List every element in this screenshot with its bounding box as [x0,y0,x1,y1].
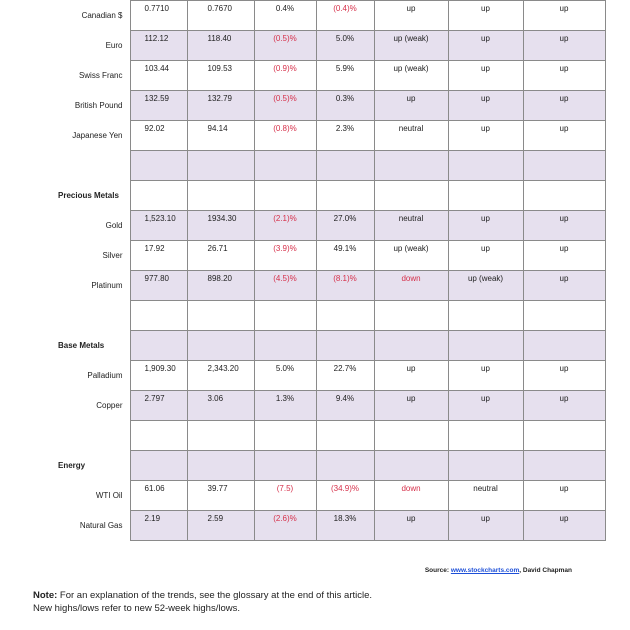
cell-value: 2.3% [335,124,355,133]
cell-value: up [481,394,490,403]
cell-value: up [481,34,490,43]
cell-value: (7.5) [276,484,294,493]
table-cell [448,91,523,121]
table-row [0,391,605,421]
row-label: WTI Oil [95,491,123,500]
source-prefix: Source: [424,567,451,574]
table-cell [254,211,316,241]
table-cell [187,361,254,391]
table-cell [523,1,605,31]
cell-value: 109.53 [207,64,232,73]
source-suffix: , David Chapman [519,567,572,574]
table-cell [374,331,448,361]
table-cell [448,31,523,61]
table-cell [523,121,605,151]
table-cell [374,391,448,421]
table-row [0,151,605,181]
cell-value: up [481,124,490,133]
row-label: British Pound [74,101,123,110]
table-cell [187,181,254,211]
cell-value: up [481,244,490,253]
row-label: Euro [105,41,123,50]
table-cell [448,181,523,211]
row-label [0,151,130,181]
table-cell [254,391,316,421]
cell-value: down [401,274,421,283]
table-cell [254,511,316,541]
row-label: Platinum [91,281,123,290]
cell-value: up [559,514,569,523]
table-cell [187,481,254,511]
table-cell [254,31,316,61]
table-cell [374,181,448,211]
table-cell [374,151,448,181]
table-cell [523,451,605,481]
cell-value: up [481,4,490,13]
table-cell [130,31,187,61]
table-cell [374,61,448,91]
section-header: Base Metals [58,341,105,350]
cell-value: (0.5)% [273,34,297,43]
table-cell [316,421,374,451]
cell-value: (3.9)% [273,244,297,253]
table-cell [130,331,187,361]
cell-value: 27.0% [333,214,357,223]
cell-value: (0.9)% [273,64,297,73]
table-row [0,181,605,211]
cell-value: 2.797 [144,394,165,403]
table-cell [130,301,187,331]
cell-value: 39.77 [207,484,228,493]
table-cell [374,241,448,271]
cell-value: up [559,274,569,283]
cell-value: up [559,4,569,13]
cell-value: down [401,484,421,493]
table-cell [316,211,374,241]
table-cell [374,31,448,61]
cell-value: 2.59 [207,514,224,523]
cell-value: (2.6)% [273,514,297,523]
table-cell [130,421,187,451]
cell-value: (0.4)% [333,4,357,13]
table-cell [448,361,523,391]
footnote [33,589,372,615]
cell-value: up [406,94,416,103]
table-cell [523,301,605,331]
table-cell [316,241,374,271]
table-cell [130,511,187,541]
table-cell [316,271,374,301]
cell-value: up (weak) [467,274,504,283]
table-cell [374,271,448,301]
row-label: Canadian $ [81,11,123,20]
table-cell [254,331,316,361]
table-cell [130,241,187,271]
table-cell [448,481,523,511]
section-header: Energy [58,461,86,470]
table-cell [316,391,374,421]
table-cell [374,421,448,451]
cell-value: 1.3% [275,394,295,403]
table-cell [316,91,374,121]
table-cell [448,331,523,361]
table-cell [316,1,374,31]
table-row [0,361,605,391]
row-label: Swiss Franc [78,71,123,80]
table-cell [130,211,187,241]
cell-value: 1934.30 [207,214,237,223]
table-row [0,451,605,481]
row-label: Copper [96,401,123,410]
cell-value: up [559,364,569,373]
cell-value: 112.12 [144,34,169,43]
table-body [0,1,605,541]
table-row [0,301,605,331]
cell-value: 132.59 [144,94,169,103]
cell-value: up [406,394,416,403]
table-row [0,31,605,61]
table-cell [448,1,523,31]
note-label: Note: [33,590,58,601]
table-row [0,271,605,301]
table-cell [130,121,187,151]
table-cell [130,181,187,211]
table-cell [316,451,374,481]
cell-value: (8.1)% [333,274,357,283]
cell-value: 94.14 [207,124,228,133]
cell-value: up [406,4,416,13]
cell-value: 0.7710 [144,4,169,13]
table-cell [254,481,316,511]
cell-value: up [559,94,569,103]
row-label: Silver [102,251,123,260]
cell-value: 898.20 [207,274,232,283]
cell-value: up [559,214,569,223]
source-link[interactable]: www.stockcharts.com [450,567,520,574]
table-cell [316,151,374,181]
table-cell [523,421,605,451]
table-cell [374,91,448,121]
table-cell [316,481,374,511]
table-cell [374,301,448,331]
cell-value: (34.9)% [330,484,359,493]
table-row [0,481,605,511]
section-header: Precious Metals [58,191,119,200]
cell-value: 61.06 [144,484,165,493]
table-cell [254,91,316,121]
table-cell [187,391,254,421]
table-cell [130,271,187,301]
cell-value: (2.1)% [273,214,297,223]
table-cell [316,511,374,541]
table-row [0,61,605,91]
table-cell [130,451,187,481]
table-cell [523,511,605,541]
table-cell [523,151,605,181]
table-row [0,121,605,151]
table-cell [523,31,605,61]
table-row [0,1,605,31]
row-label: Japanese Yen [72,131,123,140]
table-cell [187,451,254,481]
row-label: Gold [105,221,123,230]
table-cell [448,271,523,301]
table-cell [374,121,448,151]
row-label: Palladium [87,371,123,380]
table-cell [187,331,254,361]
table-cell [130,151,187,181]
cell-value: 5.0% [275,364,295,373]
table-cell [448,391,523,421]
table-cell [523,181,605,211]
cell-value: 22.7% [333,364,357,373]
table-cell [254,1,316,31]
table-cell [374,511,448,541]
table-row [0,211,605,241]
source-credit [425,567,572,574]
table-cell [448,511,523,541]
table-cell [374,1,448,31]
cell-value: 977.80 [144,274,169,283]
table-cell [316,61,374,91]
row-label [0,421,130,451]
row-label: Natural Gas [79,521,123,530]
table-row [0,241,605,271]
table-cell [254,241,316,271]
table-cell [448,451,523,481]
cell-value: 0.7670 [207,4,232,13]
table-cell [316,331,374,361]
table-cell [374,481,448,511]
cell-value: up [406,364,416,373]
table-cell [316,181,374,211]
cell-value: neutral [398,214,424,223]
table-cell [254,61,316,91]
cell-value: up [481,64,490,73]
cell-value: up (weak) [393,244,429,253]
cell-value: 103.44 [144,64,169,73]
note-line-1 [33,589,372,602]
cell-value: up (weak) [393,64,429,73]
table-cell [130,61,187,91]
cell-value: up (weak) [393,34,429,43]
cell-value: (4.5)% [273,274,297,283]
table-cell [448,211,523,241]
table-row [0,511,605,541]
cell-value: 1,909.30 [144,364,176,373]
cell-value: (0.8)% [273,124,297,133]
cell-value: 1,523.10 [144,214,176,223]
cell-value: 49.1% [333,244,357,253]
cell-value: up [481,94,490,103]
table-cell [187,271,254,301]
table-cell [254,421,316,451]
table-cell [187,421,254,451]
table-cell [187,151,254,181]
table-row [0,421,605,451]
table-cell [254,181,316,211]
table-cell [130,91,187,121]
table-cell [523,361,605,391]
table-cell [254,451,316,481]
table-cell [316,121,374,151]
table-cell [130,481,187,511]
table-cell [187,511,254,541]
cell-value: 0.4% [275,4,295,13]
table-cell [374,211,448,241]
table-cell [448,151,523,181]
table-cell [448,61,523,91]
cell-value: up [559,484,569,493]
table-cell [316,301,374,331]
table-cell [130,391,187,421]
cell-value: 5.9% [335,64,355,73]
table-cell [254,301,316,331]
table-row [0,331,605,361]
cell-value: 92.02 [144,124,165,133]
table-cell [316,361,374,391]
table-cell [130,361,187,391]
table-cell [448,241,523,271]
table-cell [254,121,316,151]
table-cell [523,241,605,271]
cell-value: 18.3% [333,514,357,523]
row-label [0,301,130,331]
cell-value: 5.0% [335,34,355,43]
cell-value: neutral [398,124,424,133]
table-cell [130,1,187,31]
cell-value: neutral [473,484,498,493]
cell-value: 2.19 [144,514,161,523]
table-cell [187,1,254,31]
table-cell [374,361,448,391]
cell-value: (0.5)% [273,94,297,103]
cell-value: up [481,364,490,373]
table-cell [448,421,523,451]
cell-value: 118.40 [207,34,232,43]
table-cell [523,211,605,241]
table-cell [448,121,523,151]
note-text: For an explanation of the trends, see the glossary at the end of this article. [57,590,373,601]
cell-value: 0.3% [335,94,355,103]
table-cell [523,91,605,121]
table-cell [187,61,254,91]
table-cell [254,361,316,391]
table-cell [448,301,523,331]
cell-value: up [406,514,416,523]
table-cell [523,481,605,511]
cell-value: 3.06 [207,394,224,403]
table-cell [523,391,605,421]
cell-value: up [559,124,569,133]
table-cell [374,451,448,481]
cell-value: up [559,64,569,73]
table-cell [187,241,254,271]
cell-value: up [559,34,569,43]
table-cell [523,271,605,301]
table-cell [187,31,254,61]
cell-value: up [559,394,569,403]
table-cell [187,121,254,151]
table-cell [254,271,316,301]
cell-value: up [481,514,490,523]
table-cell [523,331,605,361]
cell-value: up [559,244,569,253]
table-cell [187,301,254,331]
cell-value: 9.4% [335,394,355,403]
cell-value: 2,343.20 [207,364,239,373]
table-cell [187,91,254,121]
table-cell [187,211,254,241]
table-row [0,91,605,121]
cell-value: 17.92 [144,244,165,253]
cell-value: 132.79 [207,94,232,103]
cell-value: up [481,214,490,223]
table-cell [523,61,605,91]
table-cell [316,31,374,61]
table-cell [254,151,316,181]
note-line-2: New highs/lows refer to new 52-week highs/lows. [33,603,240,614]
cell-value: 26.71 [207,244,228,253]
